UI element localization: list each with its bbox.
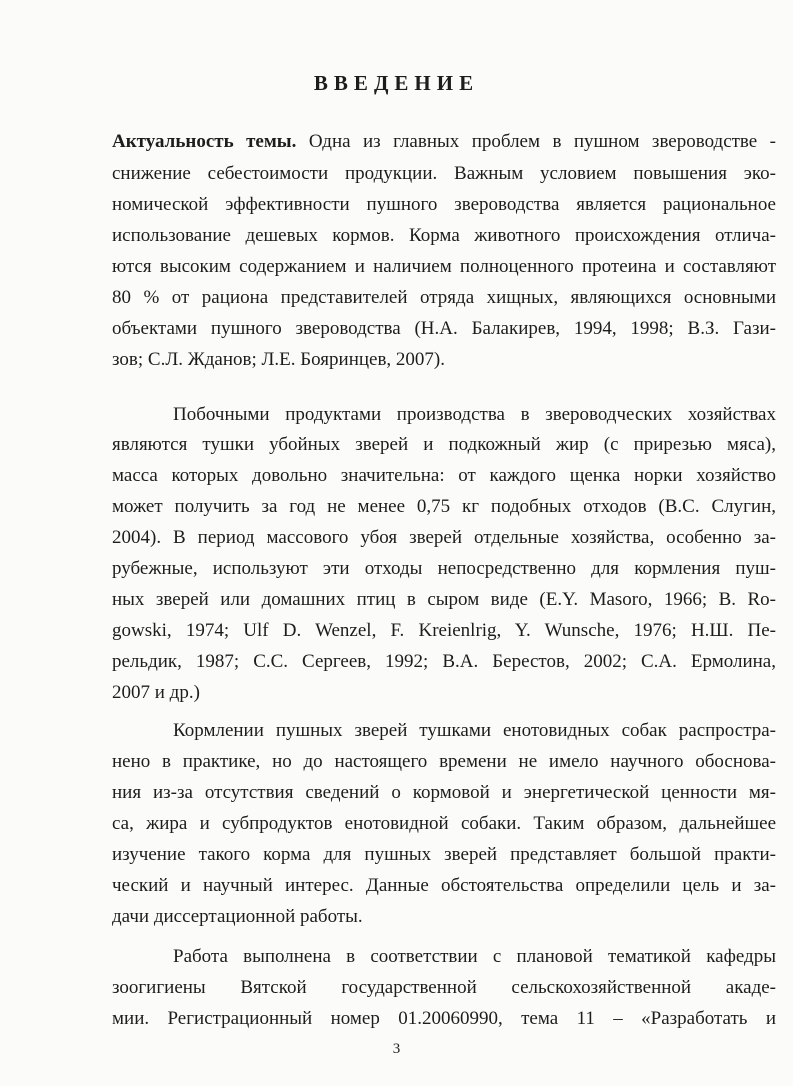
- text-line: объектами пушного звероводства (Н.А. Балакирев, 1994, 1998; В.З. Гази-: [112, 318, 776, 339]
- text-line: может получить за год не менее 0,75 кг подобных отходов (В.С. Слугин,: [112, 496, 776, 517]
- text-line: Побочными продуктами производства в звероводческих хозяйствах: [173, 404, 776, 425]
- text-line: зоогигиены Вятской государственной сельскохозяйственной акаде-: [112, 977, 776, 998]
- text-line: мии. Регистрационный номер 01.20060990, тема 11 – «Разработать и: [112, 1008, 776, 1029]
- text-line: Работа выполнена в соответствии с плановой тематикой кафедры: [173, 946, 776, 967]
- text-line: изучение такого корма для пушных зверей представляет большой практи-: [112, 844, 776, 865]
- text-line: масса которых довольно значительна: от каждого щенка норки хозяйство: [112, 465, 776, 486]
- text-line: [112, 130, 776, 154]
- text-line: ния из-за отсутствия сведений о кормовой и энергетической ценности мя-: [112, 782, 776, 803]
- text-line: 80 % от рациона представителей отряда хищных, являющихся основными: [112, 287, 776, 308]
- text-line: ных зверей или домашних птиц в сыром виде (E.Y. Masoro, 1966; B. Ro-: [112, 589, 776, 610]
- text-span: Одна из главных проблем в пушном звероводстве -: [296, 131, 776, 152]
- text-line: являются тушки убойных зверей и подкожный жир (с прирезью мяса),: [112, 434, 776, 455]
- text-line: использование дешевых кормов. Корма животного происхождения отлича-: [112, 225, 776, 246]
- text-line: 2004). В период массового убоя зверей отдельные хозяйства, особенно за-: [112, 527, 776, 548]
- text-line: нено в практике, но до настоящего времени не имело научного обоснова-: [112, 751, 776, 772]
- text-line: 2007 и др.): [112, 682, 200, 703]
- text-line: рельдик, 1987; С.С. Сергеев, 1992; В.А. Берестов, 2002; С.А. Ермолина,: [112, 651, 776, 672]
- text-line: са, жира и субпродуктов енотовидной собаки. Таким образом, дальнейшее: [112, 813, 776, 834]
- text-line: снижение себестоимости продукции. Важным условием повышения эко-: [112, 163, 776, 184]
- text-line: номической эффективности пушного звероводства является рациональное: [112, 194, 776, 215]
- text-line: зов; С.Л. Жданов; Л.Е. Бояринцев, 2007).: [112, 349, 446, 370]
- text-line: дачи диссертационной работы.: [112, 906, 363, 927]
- page-heading: ВВЕДЕНИЕ: [313, 71, 480, 95]
- section-lead: Актуальность темы.: [112, 131, 297, 152]
- page-number: 3: [392, 1041, 401, 1057]
- text-line: ческий и научный интерес. Данные обстоятельства определили цель и за-: [112, 875, 776, 896]
- text-line: рубежные, используют эти отходы непосредственно для кормления пуш-: [112, 558, 776, 579]
- text-line: ются высоким содержанием и наличием полноценного протеина и составляют: [112, 256, 776, 277]
- text-line: gowski, 1974; Ulf D. Wenzel, F. Kreienlrig, Y. Wunsche, 1976; Н.Ш. Пе-: [112, 620, 776, 641]
- text-line: Кормлении пушных зверей тушками енотовидных собак распростра-: [173, 720, 776, 741]
